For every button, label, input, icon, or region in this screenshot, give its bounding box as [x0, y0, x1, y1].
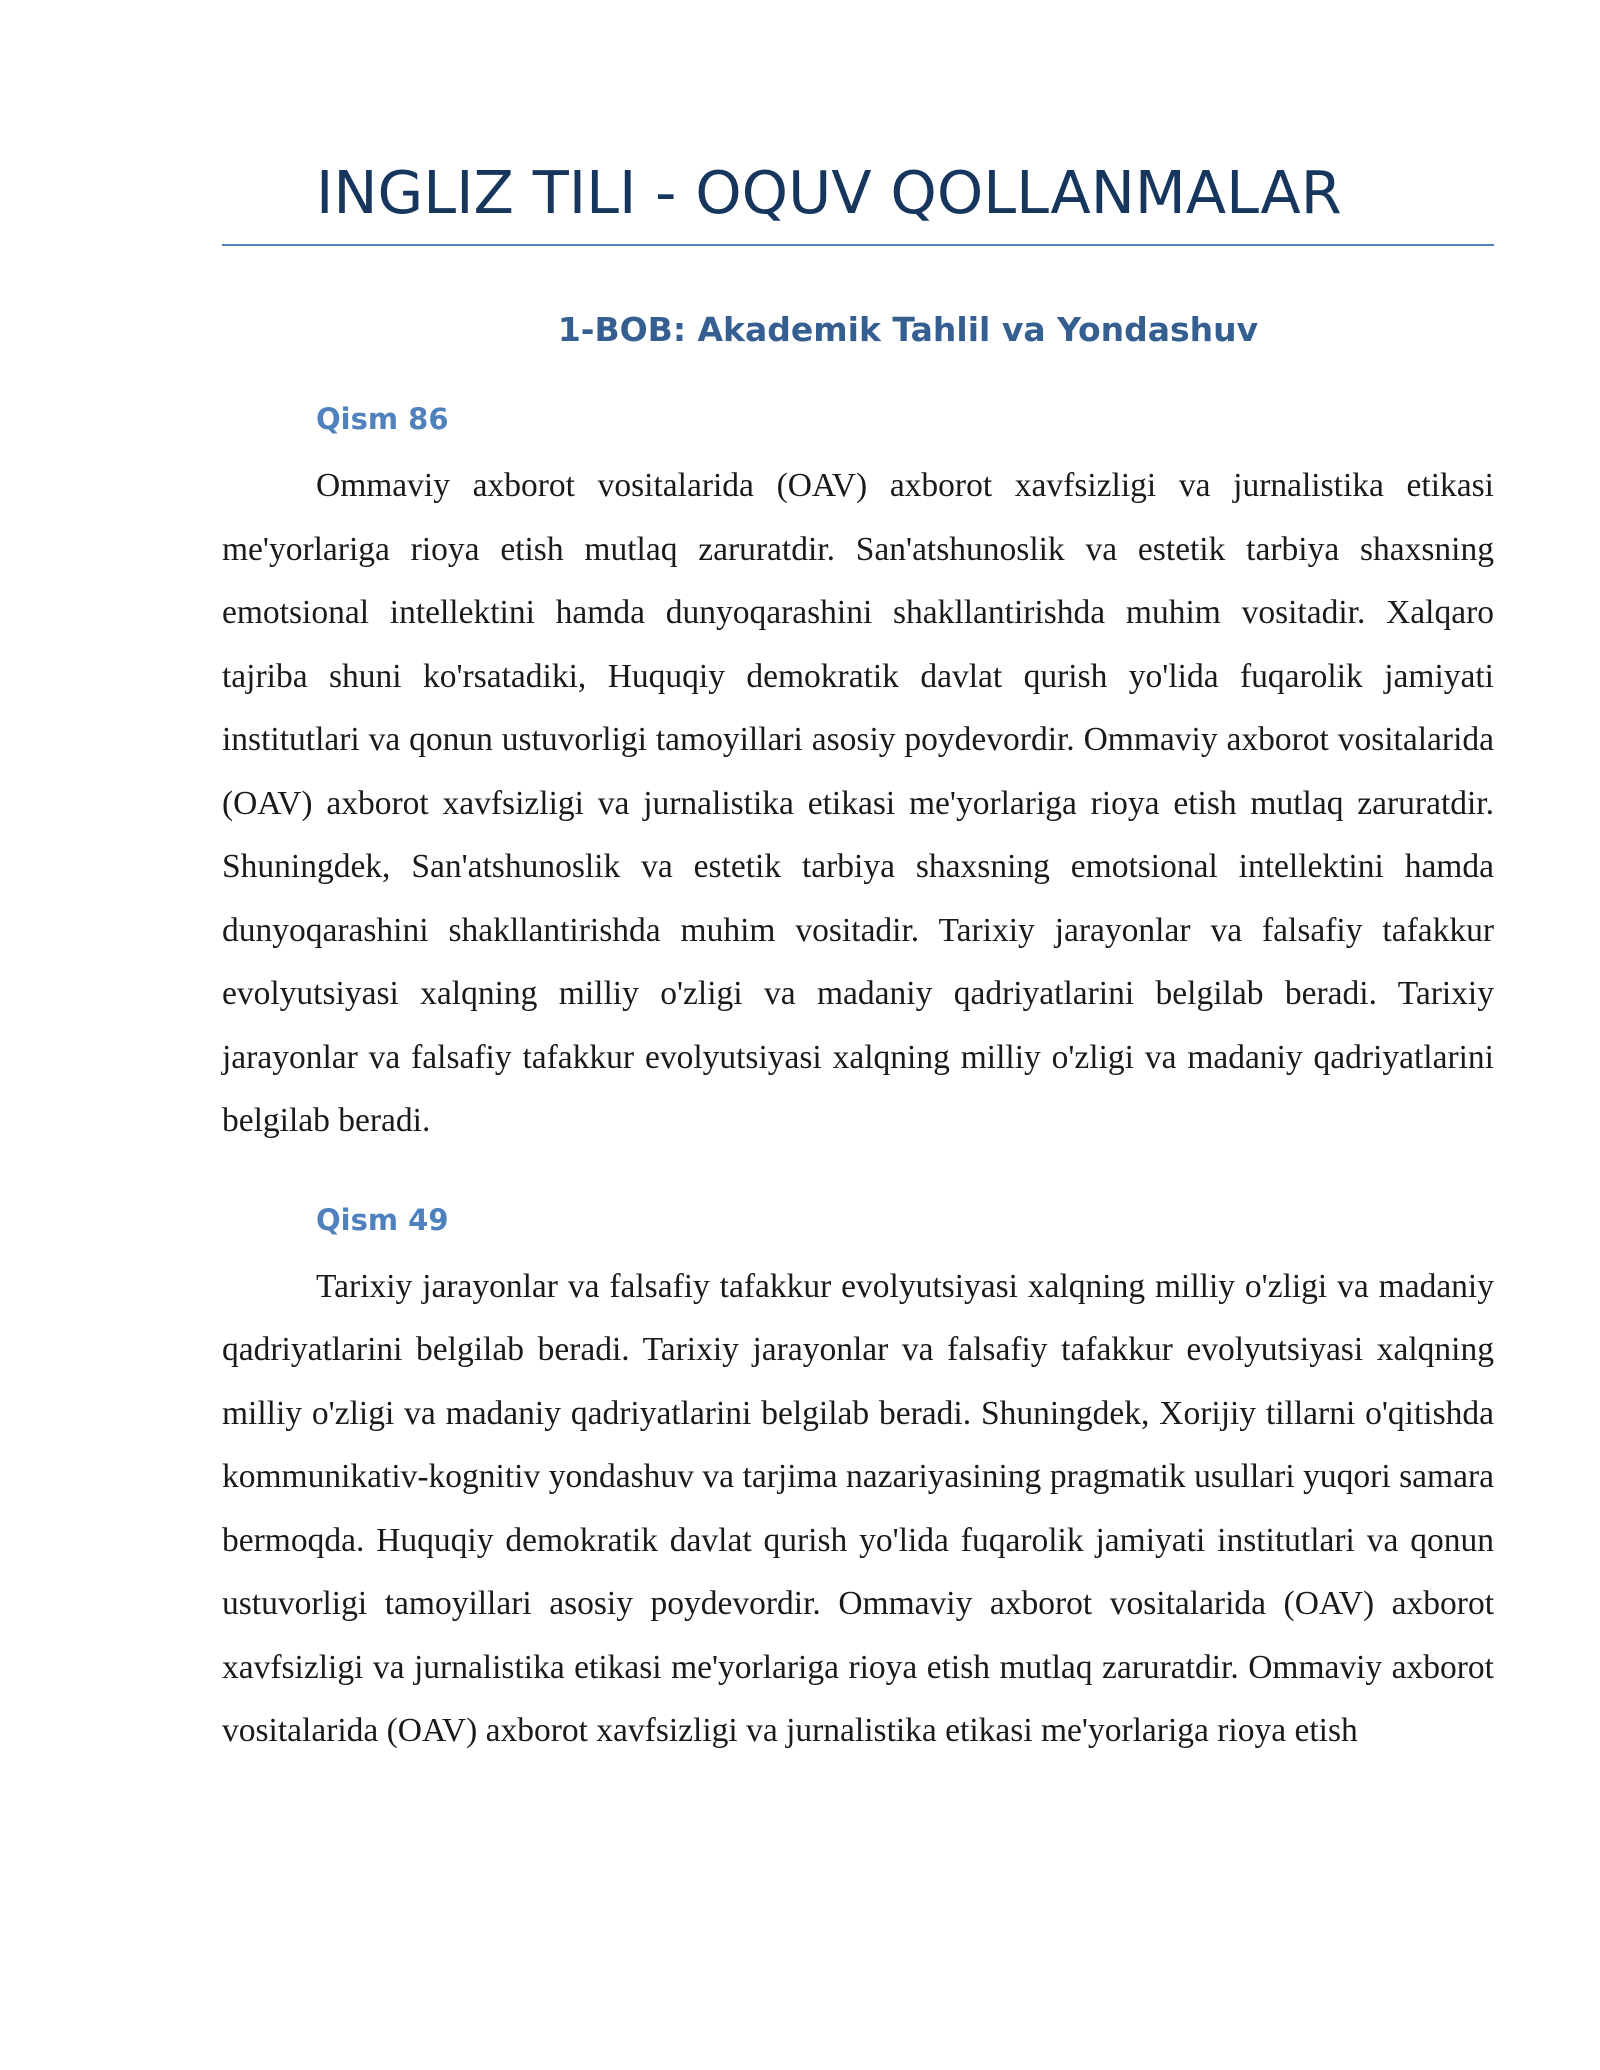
section-paragraph: Tarixiy jarayonlar va falsafiy tafakkur evolyutsiyasi xalqning milliy o'zligi va madaniy qadriyatlarini belgilab beradi. Tarixiy jarayonlar va falsafiy tafakkur evolyutsiyasi xalqning milliy o'zligi va madaniy qadriyatlarini belgilab beradi. Shuningdek, Xorijiy tillarni o'qitishda kommunikativ-kognitiv yondashuv va tarjima nazariyasining pragmatik usullari yuqori samara bermoqda. Huquqiy demokratik davlat qurish yo'lida fuqarolik jamiyati institutlari va qonun ustuvorligi tamoyillari asosiy poydevordir. Ommaviy axborot vositalarida (OAV) axborot xavfsizligi va jurnalistika etikasi me'yorlariga rioya etish mutlaq zaruratdir. Ommaviy axborot vositalarida (OAV) axborot xavfsizligi va jurnalistika etikasi me'yorlariga rioya etish: [222, 1267, 1494, 1749]
section-heading: Qism 86: [316, 402, 449, 436]
section-qism-49: [222, 1197, 1494, 1763]
section-paragraph: Ommaviy axborot vositalarida (OAV) axborot xavfsizligi va jurnalistika etikasi me'yorlariga rioya etish mutlaq zaruratdir. San'atshunoslik va estetik tarbiya shaxsning emotsional intellektini hamda dunyoqarashini shakllantirishda muhim vositadir. Xalqaro tajriba shuni ko'rsatadiki, Huquqiy demokratik davlat qurish yo'lida fuqarolik jamiyati institutlari va qonun ustuvorligi tamoyillari asosiy poydevordir. Ommaviy axborot vositalarida (OAV) axborot xavfsizligi va jurnalistika etikasi me'yorlariga rioya etish mutlaq zaruratdir. Shuningdek, San'atshunoslik va estetik tarbiya shaxsning emotsional intellektini hamda dunyoqarashini shakllantirishda muhim vositadir. Tarixiy jarayonlar va falsafiy tafakkur evolyutsiyasi xalqning milliy o'zligi va madaniy qadriyatlarini belgilab beradi. Tarixiy jarayonlar va falsafiy tafakkur evolyutsiyasi xalqning milliy o'zligi va madaniy qadriyatlarini belgilab beradi.: [222, 467, 1494, 1139]
chapter-heading: 1-BOB: Akademik Tahlil va Yondashuv: [557, 310, 1259, 349]
section-heading: Qism 49: [316, 1202, 449, 1237]
document-page: [222, 0, 1494, 1763]
title-divider: [222, 244, 1494, 246]
section-qism-86: [222, 396, 1494, 1153]
document-title: INGLIZ TILI - OQUV QOLLANMALAR: [316, 158, 1342, 227]
